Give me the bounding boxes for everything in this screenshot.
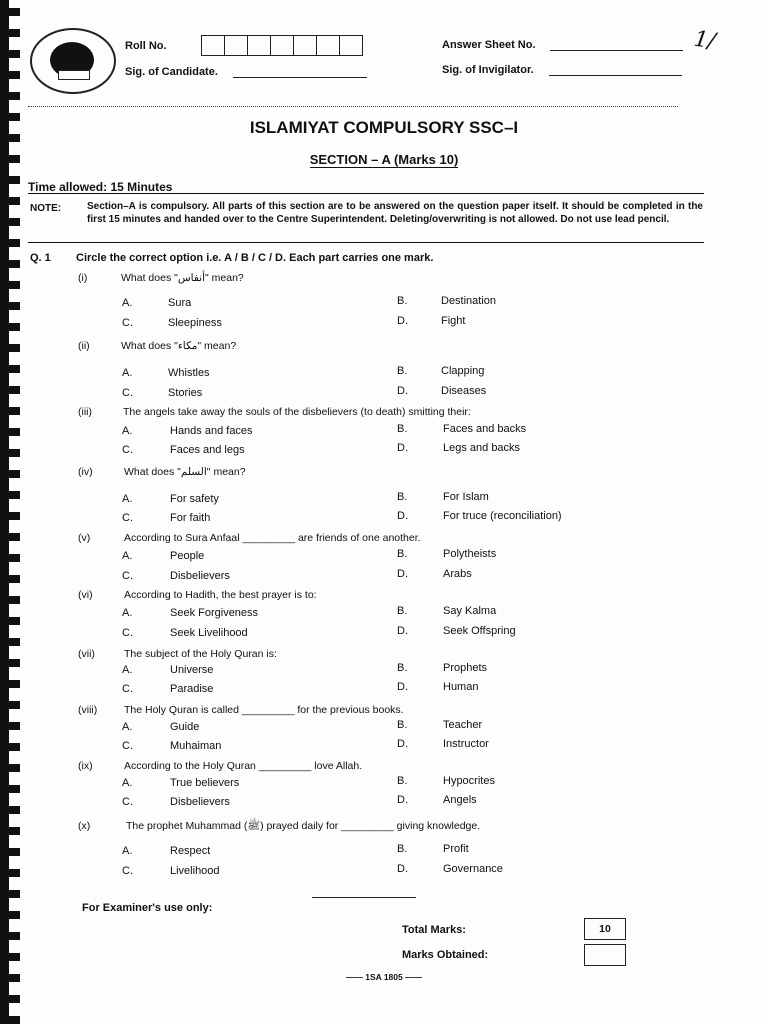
option-d[interactable]: Diseases [441,385,487,397]
question-item-text: According to Sura Anfaal _________ are friends of one another. [124,532,421,544]
question-item-text: The prophet Muhammad (ﷺ) prayed daily for _________ giving knowledge. [126,820,481,832]
option-a[interactable]: True believers [170,777,240,789]
option-c[interactable]: Livelihood [170,865,220,877]
option-letter-c[interactable]: C. [122,627,133,639]
option-letter-d[interactable]: D. [397,863,408,875]
option-c[interactable]: Sleepiness [168,317,222,329]
total-marks-box: 10 [584,918,626,940]
option-a[interactable]: Hands and faces [170,425,253,437]
option-letter-c[interactable]: C. [122,317,133,329]
option-b[interactable]: Destination [441,295,497,307]
candidate-signature-line[interactable] [233,77,367,78]
option-letter-c[interactable]: C. [122,796,133,808]
section-heading: SECTION – A (Marks 10) [309,152,459,167]
option-b[interactable]: Profit [443,843,469,855]
option-d[interactable]: For truce (reconciliation) [443,510,562,522]
option-d[interactable]: Legs and backs [443,442,521,454]
option-d[interactable]: Human [443,681,479,693]
option-letter-b[interactable]: B. [397,491,408,503]
option-a[interactable]: Universe [170,664,214,676]
option-letter-d[interactable]: D. [397,510,408,522]
option-d[interactable]: Governance [443,863,503,875]
invigilator-signature-line[interactable] [549,75,682,76]
option-letter-d[interactable]: D. [397,315,408,327]
option-letter-a[interactable]: A. [122,721,133,733]
option-d[interactable]: Seek Offspring [443,625,516,637]
question-item-number: (viii) [78,704,98,716]
marks-obtained-box[interactable] [584,944,626,966]
option-letter-d[interactable]: D. [397,681,408,693]
option-letter-a[interactable]: A. [122,664,133,676]
option-letter-a[interactable]: A. [122,607,133,619]
option-b[interactable]: Polytheists [443,548,497,560]
option-letter-a[interactable]: A. [122,367,133,379]
roll-number-label: Roll No. [125,40,167,52]
option-c[interactable]: For faith [170,512,211,524]
question-item-number: (iv) [78,466,93,478]
question-item-text: According to the Holy Quran _________ love Allah. [124,760,363,772]
answer-sheet-label: Answer Sheet No. [442,39,536,51]
option-b[interactable]: Hypocrites [443,775,495,787]
option-letter-b[interactable]: B. [397,548,408,560]
examiner-signature-line[interactable] [312,897,416,898]
option-letter-b[interactable]: B. [397,423,408,435]
question-number: Q. 1 [30,252,51,264]
roll-number-boxes[interactable] [201,35,363,56]
question-instruction: Circle the correct option i.e. A / B / C / D. Each part carries one mark. [76,252,434,264]
option-letter-a[interactable]: A. [122,777,133,789]
option-letter-a[interactable]: A. [122,425,133,437]
question-item-text: The angels take away the souls of the disbelievers (to death) smitting their: [123,406,471,418]
option-letter-d[interactable]: D. [397,794,408,806]
option-b[interactable]: Teacher [443,719,483,731]
option-letter-c[interactable]: C. [122,570,133,582]
option-c[interactable]: Disbelievers [170,796,230,808]
question-item-number: (ix) [78,760,93,772]
option-c[interactable]: Faces and legs [170,444,245,456]
option-letter-d[interactable]: D. [397,568,408,580]
handwritten-mark: 1/ [692,26,718,55]
option-b[interactable]: Faces and backs [443,423,527,435]
option-letter-c[interactable]: C. [122,512,133,524]
option-d[interactable]: Instructor [443,738,489,750]
option-a[interactable]: Seek Forgiveness [170,607,259,619]
option-b[interactable]: For Islam [443,491,489,503]
option-letter-a[interactable]: A. [122,297,133,309]
option-c[interactable]: Paradise [170,683,214,695]
option-letter-c[interactable]: C. [122,865,133,877]
question-item-number: (iii) [78,406,92,418]
question-item-number: (ii) [78,340,90,352]
rule-bottom [28,242,704,243]
time-allowed: Time allowed: 15 Minutes [28,180,173,194]
option-letter-b[interactable]: B. [397,719,408,731]
option-c[interactable]: Muhaiman [170,740,222,752]
option-letter-a[interactable]: A. [122,493,133,505]
option-b[interactable]: Clapping [441,365,485,377]
option-letter-c[interactable]: C. [122,683,133,695]
board-logo [30,28,116,94]
option-c[interactable]: Seek Livelihood [170,627,248,639]
option-letter-d[interactable]: D. [397,738,408,750]
question-item-text: The subject of the Holy Quran is: [124,648,277,660]
option-d[interactable]: Arabs [443,568,472,580]
question-item-number: (v) [78,532,91,544]
note-text: Section–A is compulsory. All parts of this section are to be answered on the question paper itself. It should be completed in the first 15 minutes and handed over to the Centre Superintendent. Deleting/overwriting is not allowed. Do not use lead pencil. [87,201,703,225]
option-b[interactable]: Prophets [443,662,488,674]
option-a[interactable]: Sura [168,297,192,309]
option-b[interactable]: Say Kalma [443,605,497,617]
option-letter-b[interactable]: B. [397,843,408,855]
examiner-label: For Examiner's use only: [82,902,213,914]
question-item-number: (x) [78,820,91,832]
question-item-text: What does "مكاء" mean? [121,340,237,352]
dotted-divider [28,106,678,107]
option-a[interactable]: Respect [170,845,211,857]
option-letter-c[interactable]: C. [122,444,133,456]
question-item-text: What does "أنفاس" mean? [121,272,244,284]
option-a[interactable]: Whistles [168,367,210,379]
option-letter-b[interactable]: B. [397,365,408,377]
option-letter-b[interactable]: B. [397,775,408,787]
option-letter-b[interactable]: B. [397,605,408,617]
option-c[interactable]: Stories [168,387,203,399]
option-letter-d[interactable]: D. [397,442,408,454]
option-letter-d[interactable]: D. [397,625,408,637]
candidate-signature-label: Sig. of Candidate. [125,66,218,78]
option-letter-a[interactable]: A. [122,845,133,857]
option-c[interactable]: Disbelievers [170,570,230,582]
option-letter-b[interactable]: B. [397,295,408,307]
option-letter-c[interactable]: C. [122,387,133,399]
option-d[interactable]: Angels [443,794,477,806]
rule-top [28,193,704,194]
option-letter-a[interactable]: A. [122,550,133,562]
option-a[interactable]: People [170,550,205,562]
option-a[interactable]: For safety [170,493,219,505]
question-item-text: The Holy Quran is called _________ for the previous books. [124,704,404,716]
question-item-number: (vii) [78,648,95,660]
option-letter-c[interactable]: C. [122,740,133,752]
total-marks-label: Total Marks: [402,924,466,936]
invigilator-signature-label: Sig. of Invigilator. [442,64,534,76]
paper-title: ISLAMIYAT COMPULSORY SSC–I [249,118,519,137]
option-letter-d[interactable]: D. [397,385,408,397]
option-letter-b[interactable]: B. [397,662,408,674]
question-item-text: What does "السلم" mean? [124,466,246,478]
paper-code: —— 1SA 1805 —— [345,972,423,982]
option-d[interactable]: Fight [441,315,466,327]
question-item-number: (i) [78,272,88,284]
answer-sheet-line[interactable] [550,50,683,51]
question-item-text: According to Hadith, the best prayer is to: [124,589,317,601]
note-label: NOTE: [30,203,62,214]
question-item-number: (vi) [78,589,93,601]
option-a[interactable]: Guide [170,721,200,733]
marks-obtained-label: Marks Obtained: [402,949,489,961]
